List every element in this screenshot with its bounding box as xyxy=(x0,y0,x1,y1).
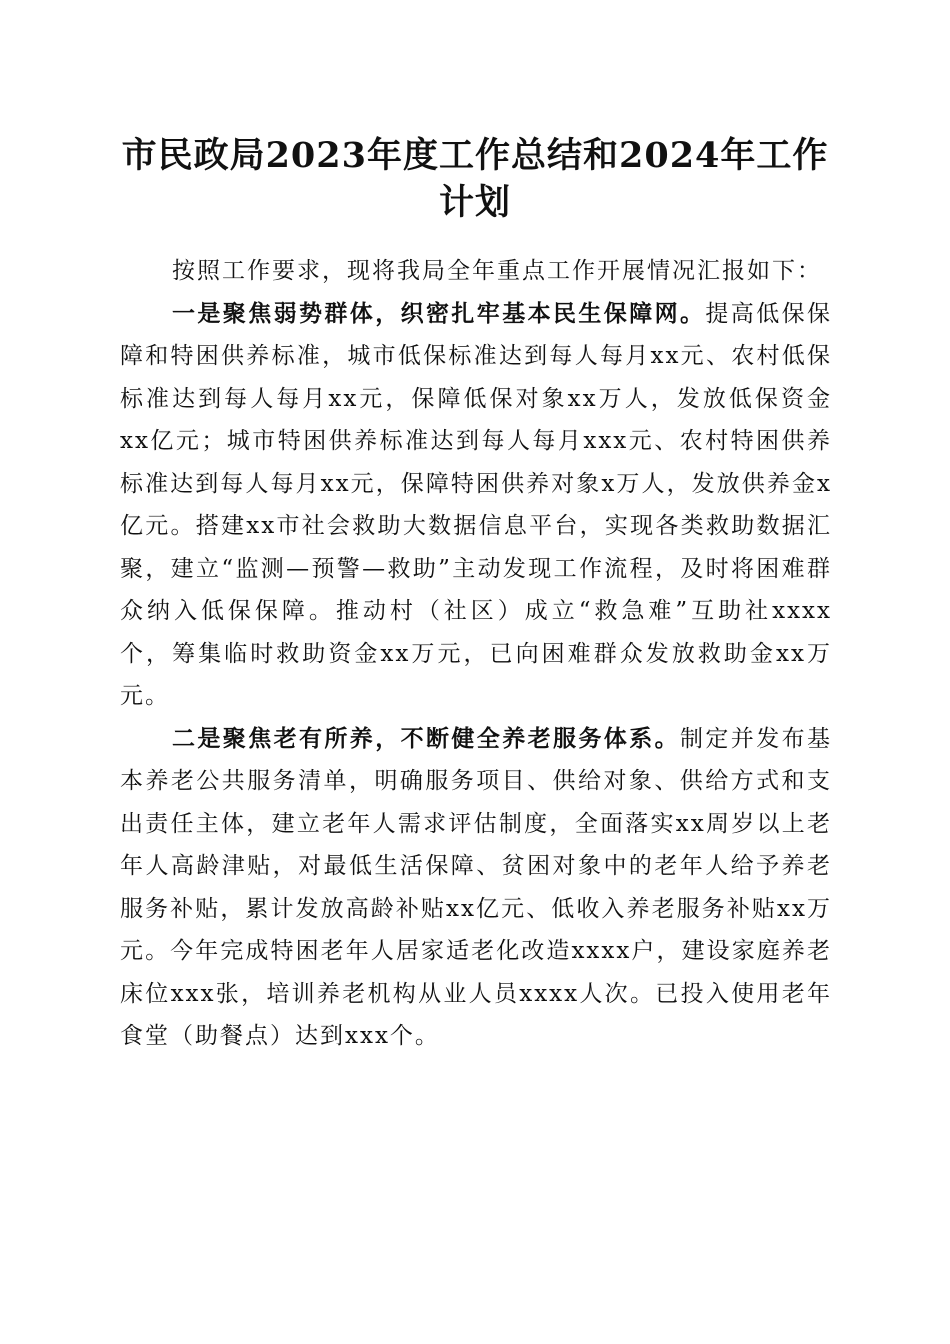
section-text-1: 提高低保保障和特困供养标准，城市低保标准达到每人每月xx元、农村低保标准达到每人每月xx元，保障低保对象xx万人，发放低保资金xx亿元；城市特困供养标准达到每人每月xxx元、农村特困供养标准达到每人每月xx元，保障特困供养对象x万人，发放供养金x亿元。搭建xx市社会救助大数据信息平台，实现各类救助数据汇聚，建立“监测—预警—救助”主动发现工作流程，及时将困难群众纳入低保保障。推动村（社区）成立“救急难”互助社xxxx个，筹集临时救助资金xx万元，已向困难群众发放救助金xx万元。 xyxy=(120,300,833,709)
section-lead-2: 二是聚焦老有所养，不断健全养老服务体系。 xyxy=(172,724,680,752)
intro-paragraph: 按照工作要求，现将我局全年重点工作开展情况汇报如下： xyxy=(172,258,822,284)
document-body xyxy=(120,250,832,1058)
section-paragraph-2 xyxy=(120,718,832,1058)
section-lead-1: 一是聚焦弱势群体，织密扎牢基本民生保障网。 xyxy=(172,299,706,327)
section-paragraph-1 xyxy=(120,293,832,718)
document-title: 市民政局2023年度工作总结和2024年工作计划 xyxy=(121,135,829,223)
section-text-2: 制定并发布基本养老公共服务清单，明确服务项目、供给对象、供给方式和支出责任主体，建立老年人需求评估制度，全面落实xx周岁以上老年人高龄津贴，对最低生活保障、贫困对象中的老年人给予养老服务补贴，累计发放高龄补贴xx亿元、低收入养老服务补贴xx万元。今年完成特困老年人居家适老化改造xxxx户，建设家庭养老床位xxx张，培训养老机构从业人员xxxx人次。已投入使用老年食堂（助餐点）达到xxx个。 xyxy=(120,725,833,1049)
